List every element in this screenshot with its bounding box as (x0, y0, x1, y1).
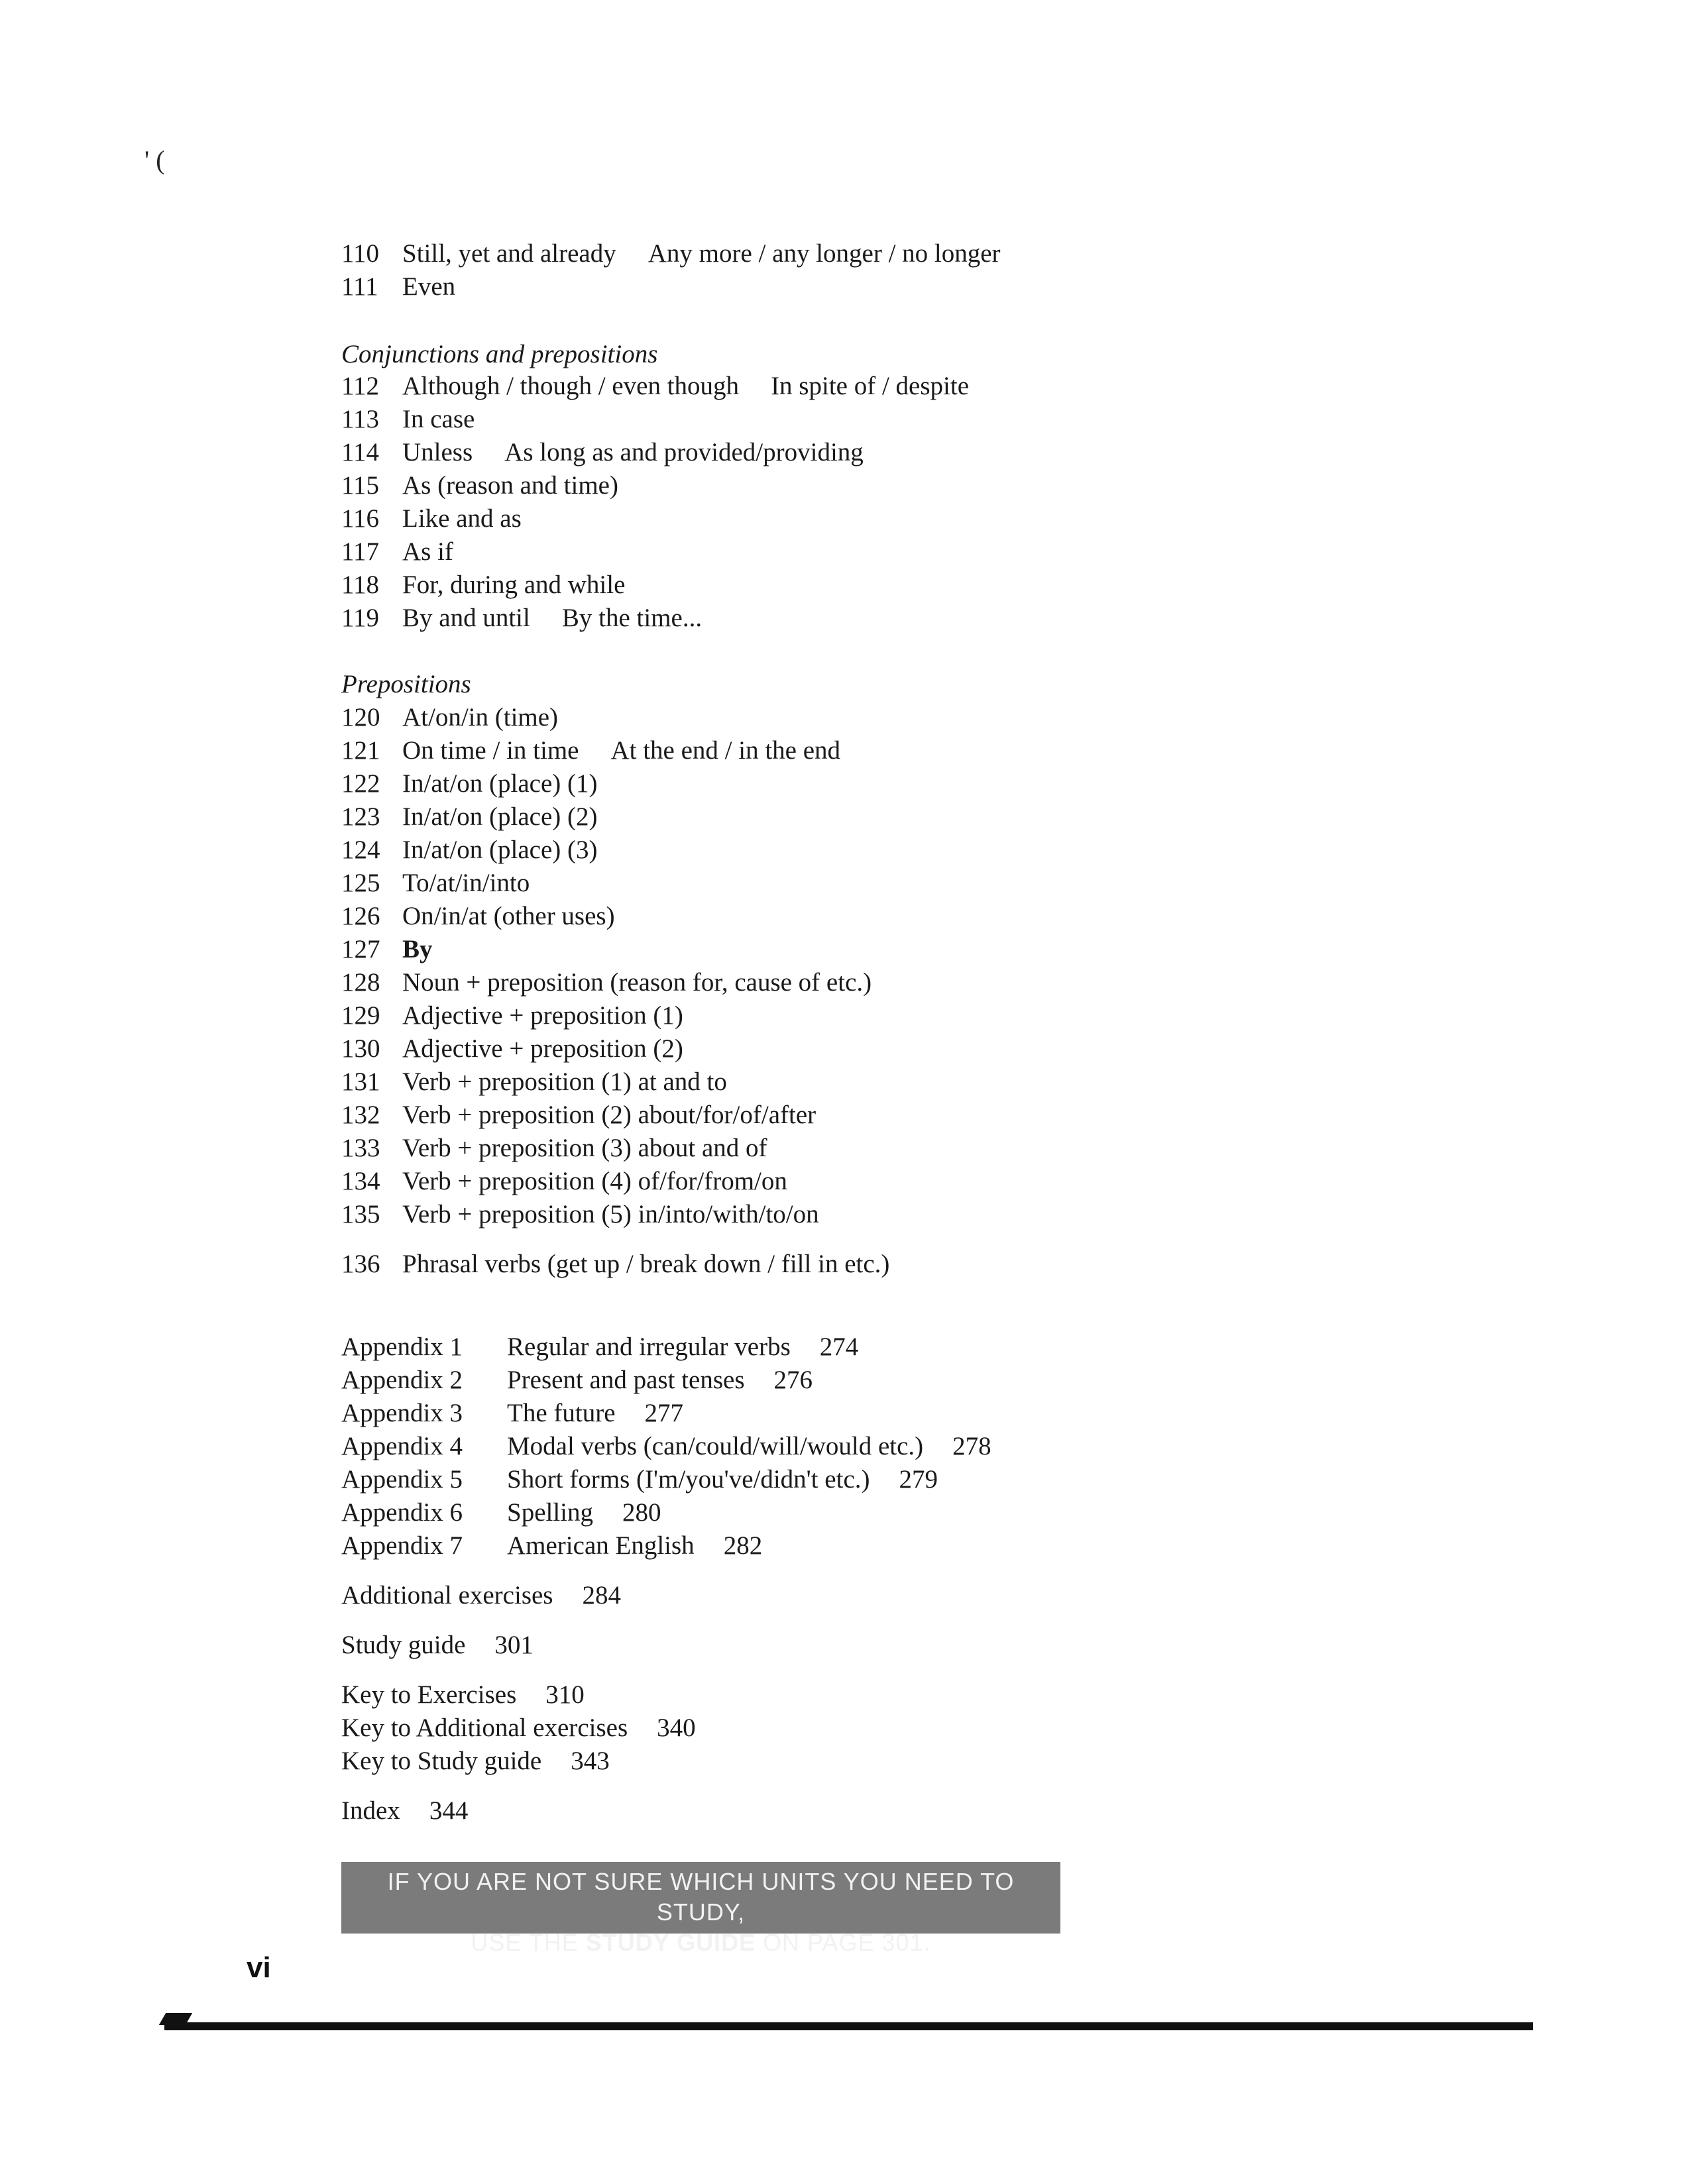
unit-title: Even (402, 272, 456, 301)
unit-title-secondary: Any more / any longer / no longer (648, 239, 1001, 268)
unit-number: 123 (341, 802, 380, 831)
unit-number: 111 (341, 272, 378, 301)
entry-title: Additional exercises (341, 1581, 553, 1610)
page-number: 279 (899, 1465, 938, 1494)
unit-title: Adjective + preposition (1) (402, 1001, 683, 1030)
entry-title: Key to Additional exercises (341, 1714, 628, 1742)
key-entry-exercises[interactable] (341, 1678, 585, 1712)
toc-entry-124[interactable] (341, 834, 598, 867)
appendix-title: American English (507, 1531, 695, 1560)
toc-entry-131[interactable] (341, 1065, 727, 1099)
unit-title: By (402, 935, 433, 963)
toc-entry-129[interactable] (341, 999, 683, 1032)
toc-entry-116[interactable] (341, 502, 522, 535)
appendix-title: Spelling (507, 1498, 594, 1527)
toc-entry-132[interactable] (341, 1099, 816, 1132)
entry-title: Study guide (341, 1631, 466, 1659)
unit-number: 134 (341, 1167, 380, 1195)
unit-title: Unless (402, 438, 473, 466)
unit-number: 127 (341, 935, 380, 963)
unit-title: As if (402, 537, 453, 566)
entry-title: Key to Study guide (341, 1747, 542, 1775)
page-number: 284 (582, 1581, 621, 1610)
banner-highlight: STUDY GUIDE (585, 1929, 756, 1956)
appendix-title: Modal verbs (can/could/will/would etc.) (507, 1432, 924, 1460)
appendix-label: Appendix 5 (341, 1465, 463, 1494)
page-number: 310 (545, 1680, 585, 1709)
toc-entry-136[interactable] (341, 1248, 889, 1281)
key-entry-additional[interactable] (341, 1712, 696, 1745)
corner-mark: ' ( (144, 145, 165, 175)
appendix-label: Appendix 2 (341, 1366, 463, 1394)
toc-entry-128[interactable] (341, 966, 872, 999)
study-guide-banner (341, 1862, 1060, 1956)
unit-title: Although / though / even though (402, 372, 740, 400)
toc-entry-130[interactable] (341, 1032, 683, 1065)
key-entry-study-guide[interactable] (341, 1745, 610, 1778)
appendix-label: Appendix 4 (341, 1432, 463, 1460)
unit-title: Verb + preposition (3) about and of (402, 1134, 767, 1162)
toc-entry-114[interactable] (341, 436, 864, 469)
unit-title: In/at/on (place) (2) (402, 802, 598, 831)
page-folio: vi (247, 1951, 271, 1984)
section-heading-conjunctions: Conjunctions and prepositions (341, 340, 658, 368)
banner-line-2 (341, 1928, 1060, 1958)
unit-number: 125 (341, 869, 380, 897)
unit-title: In/at/on (place) (1) (402, 769, 598, 798)
unit-title: For, during and while (402, 571, 626, 599)
unit-number: 117 (341, 537, 380, 566)
unit-number: 113 (341, 405, 380, 433)
unit-title-secondary: In spite of / despite (771, 372, 969, 400)
unit-title-secondary: By the time... (561, 604, 703, 632)
page-number: 280 (622, 1498, 661, 1527)
page-number: 274 (819, 1333, 859, 1361)
unit-title: By and until (402, 604, 530, 632)
toc-entry-115[interactable] (341, 469, 618, 502)
unit-title: Verb + preposition (2) about/for/of/after (402, 1101, 817, 1129)
toc-entry-126[interactable] (341, 900, 615, 933)
toc-entry-118[interactable] (341, 569, 625, 602)
unit-number: 118 (341, 571, 380, 599)
appendix-title: Short forms (I'm/you've/didn't etc.) (507, 1465, 870, 1494)
unit-number: 131 (341, 1067, 380, 1096)
unit-number: 112 (341, 372, 380, 400)
toc-entry-110[interactable] (341, 237, 1001, 270)
appendix-label: Appendix 6 (341, 1498, 463, 1527)
unit-number: 132 (341, 1101, 380, 1129)
toc-entry-119[interactable] (341, 602, 702, 635)
unit-number: 133 (341, 1134, 380, 1162)
unit-title: In/at/on (place) (3) (402, 836, 598, 864)
page-number: 344 (429, 1796, 469, 1825)
appendix-entry-3[interactable] (341, 1397, 683, 1430)
banner-text: USE THE (471, 1929, 586, 1956)
unit-title: Verb + preposition (1) at and to (402, 1067, 727, 1096)
appendix-label: Appendix 3 (341, 1399, 463, 1427)
toc-entry-125[interactable] (341, 867, 530, 900)
appendix-title: Regular and irregular verbs (507, 1333, 791, 1361)
unit-title: To/at/in/into (402, 869, 530, 897)
appendix-entry-4[interactable] (341, 1430, 991, 1463)
unit-number: 115 (341, 471, 380, 500)
page-number: 277 (644, 1399, 684, 1427)
entry-title: Index (341, 1796, 400, 1825)
unit-number: 124 (341, 836, 380, 864)
unit-title: Noun + preposition (reason for, cause of etc.) (402, 968, 872, 997)
toc-entry-134[interactable] (341, 1165, 787, 1198)
appendix-entry-6[interactable] (341, 1496, 661, 1529)
banner-line-1: IF YOU ARE NOT SURE WHICH UNITS YOU NEED TO STUDY, (387, 1868, 1015, 1926)
unit-title: Verb + preposition (5) in/into/with/to/on (402, 1200, 819, 1228)
unit-title: Phrasal verbs (get up / break down / fill in etc.) (402, 1250, 890, 1278)
unit-number: 126 (341, 902, 380, 930)
index-entry[interactable] (341, 1794, 468, 1828)
appendix-entry-5[interactable] (341, 1463, 938, 1496)
unit-number: 122 (341, 769, 380, 798)
toc-entry-117[interactable] (341, 535, 453, 569)
unit-number: 121 (341, 736, 380, 765)
page-number: 301 (494, 1631, 534, 1659)
unit-number: 136 (341, 1250, 380, 1278)
section-heading-prepositions: Prepositions (341, 670, 471, 698)
page-number: 276 (773, 1366, 813, 1394)
unit-number: 110 (341, 239, 380, 268)
unit-number: 135 (341, 1200, 380, 1228)
entry-title: Key to Exercises (341, 1680, 517, 1709)
unit-title: Still, yet and already (402, 239, 616, 268)
toc-entry-120[interactable] (341, 701, 558, 734)
study-guide-entry[interactable] (341, 1629, 534, 1662)
appendix-label: Appendix 1 (341, 1333, 463, 1361)
page-number: 282 (723, 1531, 763, 1560)
unit-title: Adjective + preposition (2) (402, 1034, 683, 1063)
unit-title: Like and as (402, 504, 522, 533)
unit-title: At/on/in (time) (402, 703, 559, 732)
toc-entry-127[interactable] (341, 933, 433, 966)
page-number: 278 (952, 1432, 991, 1460)
appendix-entry-1[interactable] (341, 1331, 858, 1364)
footer-rule (164, 2022, 1533, 2030)
unit-title-secondary: As long as and provided/providing (504, 438, 864, 466)
banner-text: ON PAGE 301. (756, 1929, 931, 1956)
unit-title: In case (402, 405, 475, 433)
unit-number: 129 (341, 1001, 380, 1030)
toc-entry-135[interactable] (341, 1198, 819, 1231)
appendix-title: Present and past tenses (507, 1366, 745, 1394)
appendix-label: Appendix 7 (341, 1531, 463, 1560)
unit-number: 128 (341, 968, 380, 997)
unit-title-secondary: At the end / in the end (610, 736, 841, 765)
appendix-entry-7[interactable] (341, 1529, 762, 1562)
unit-number: 120 (341, 703, 380, 732)
unit-title: Verb + preposition (4) of/for/from/on (402, 1167, 787, 1195)
additional-exercises-entry[interactable] (341, 1579, 621, 1612)
toc-entry-113[interactable] (341, 403, 475, 436)
toc-entry-121[interactable] (341, 734, 840, 767)
unit-title: On/in/at (other uses) (402, 902, 615, 930)
toc-entry-112[interactable] (341, 370, 969, 403)
unit-number: 116 (341, 504, 380, 533)
unit-number: 130 (341, 1034, 380, 1063)
appendix-title: The future (507, 1399, 616, 1427)
page-number: 343 (571, 1747, 610, 1775)
toc-entry-111[interactable] (341, 270, 455, 303)
toc-entry-122[interactable] (341, 767, 598, 800)
unit-number: 114 (341, 438, 380, 466)
unit-title: On time / in time (402, 736, 579, 765)
page-number: 340 (657, 1714, 696, 1742)
toc-entry-123[interactable] (341, 800, 598, 834)
appendix-entry-2[interactable] (341, 1364, 813, 1397)
unit-number: 119 (341, 604, 380, 632)
unit-title: As (reason and time) (402, 471, 618, 500)
toc-entry-133[interactable] (341, 1132, 767, 1165)
